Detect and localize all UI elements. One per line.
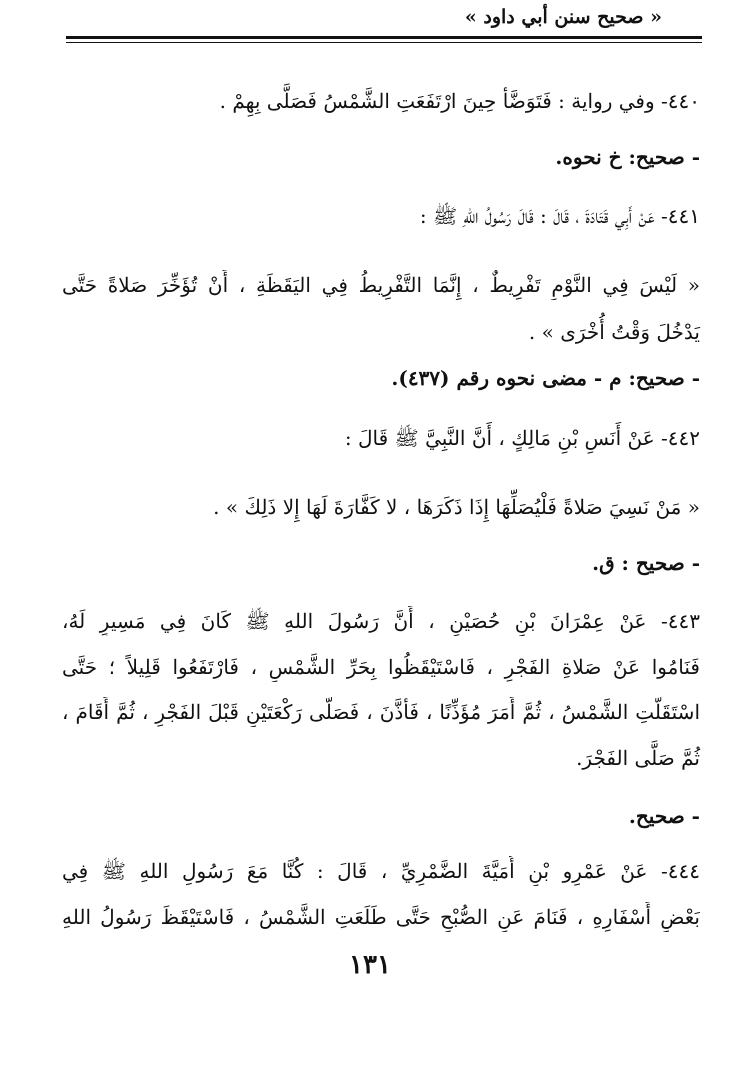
- hadith-440-grading: - صحيح: خ نحوه.: [555, 145, 700, 169]
- hadith-443-grading: - صحيح.: [628, 804, 700, 828]
- hadith-441-text-line-1: « لَيْسَ فِي النَّوْمِ تَفْرِيطٌ ، إِنَّمَا التَّفْرِيطُ فِي اليَقَظَةِ ، أَنْ تُؤَخِّرَ صَلاةً حَتَّى: [62, 273, 700, 297]
- header-rule-thick: [66, 36, 702, 39]
- hadith-443-line-4: ثُمَّ صَلَّى الفَجْرَ.: [576, 746, 700, 770]
- page-number: ١٣١: [349, 950, 391, 980]
- hadith-440-text: ٤٤٠- وفي رواية : فَتَوَضَّأ حِينَ ارْتَفَعَتِ الشَّمْسُ فَصَلَّى بِهِمْ .: [219, 89, 700, 113]
- hadith-442-grading: - صحيح : ق.: [592, 551, 700, 575]
- hadith-441-grading: - صحيح: م - مضى نحوه رقم (٤٣٧).: [391, 366, 700, 390]
- running-title: « صحيح سنن أبي داود »: [464, 6, 662, 28]
- hadith-443-line-3: اسْتَقَلَّتِ الشَّمْسُ ، ثُمَّ أَمَرَ مُؤَذِّنًا ، فَأَذَّنَ ، فَصَلَّى رَكْعَتَيْنِ قَبْلَ الفَجْرِ ، ثُمَّ أَقَامَ ،: [62, 700, 700, 724]
- hadith-441-text-line-2: يَدْخُلَ وَقْتُ أُخْرَى » .: [528, 320, 700, 344]
- hadith-443-line-2: فَنَامُوا عَنْ صَلاةِ الفَجْرِ ، فَاسْتَيْقَظُوا بِحَرِّ الشَّمْسِ ، فَارْتَفَعُوا قَلِيلاً ؛ حَتَّى: [62, 655, 700, 679]
- hadith-442-chain: ٤٤٢- عَنْ أَنَسِ بْنِ مَالِكٍ ، أَنَّ النَّبِيَّ ﷺ قَالَ :: [344, 426, 700, 450]
- hadith-444-line-2: بَعْضِ أَسْفَارِهِ ، فَنَامَ عَنِ الصُّبْحِ حَتَّى طَلَعَتِ الشَّمْسُ ، فَاسْتَيْقَظَ رَسُولُ اللهِ: [62, 905, 700, 929]
- hadith-444-line-1: ٤٤٤- عَنْ عَمْرِو بْنِ أُمَيَّةَ الضَّمْرِيِّ ، قَالَ : كُنَّا مَعَ رَسُولِ اللهِ ﷺ فِي: [62, 859, 700, 883]
- hadith-441-chain: ٤٤١- عَنْ أَبِي قَتَادَةَ ، قَالَ : قَالَ رَسُولُ اللهِ ﷺ :: [419, 204, 700, 228]
- header-rule-thin: [66, 42, 702, 43]
- hadith-443-line-1: ٤٤٣- عَنْ عِمْرَانَ بْنِ حُصَيْنٍ ، أَنَّ رَسُولَ اللهِ ﷺ كَانَ فِي مَسِيرٍ لَهُ،: [62, 609, 700, 633]
- hadith-442-text: « مَنْ نَسِيَ صَلاةً فَلْيُصَلِّهَا إِذَا ذَكَرَهَا ، لا كَفَّارَةَ لَهَا إِلا ذَلِكَ » .: [213, 495, 700, 519]
